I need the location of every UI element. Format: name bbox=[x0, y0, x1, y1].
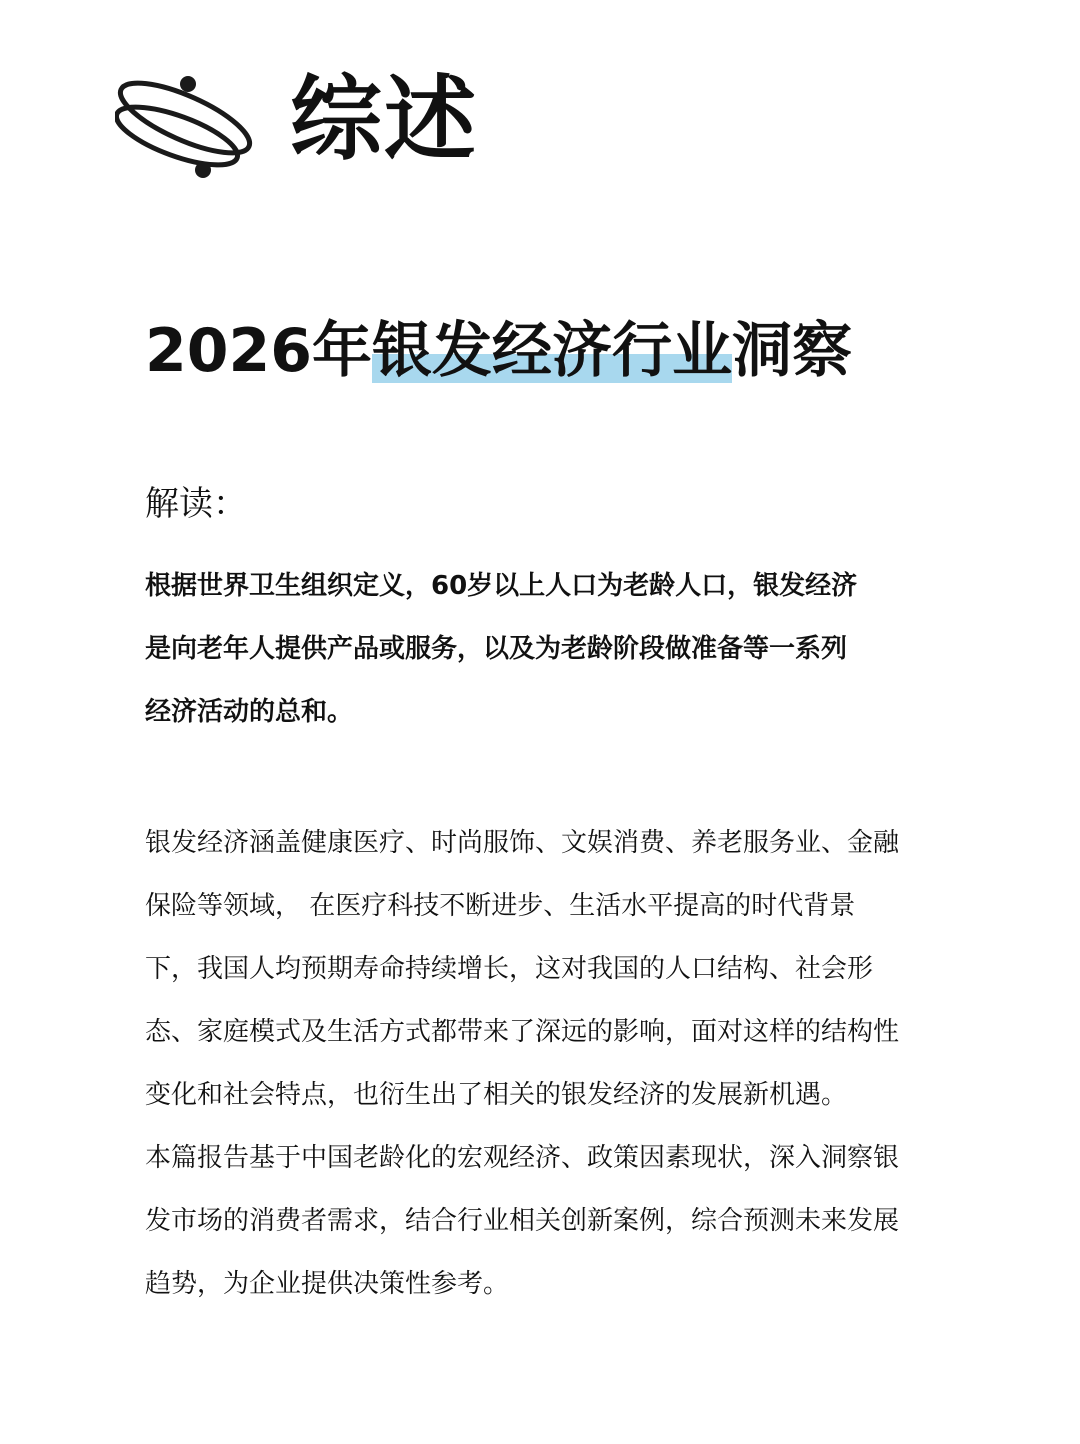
paragraph-line: 下，我国人均预期寿命持续增长，这对我国的人口结构、社会形 bbox=[145, 954, 874, 984]
page-title bbox=[145, 318, 852, 384]
report-paragraph bbox=[145, 1127, 960, 1316]
definition-paragraph bbox=[145, 555, 960, 744]
title-highlighted: 银发经济行业 bbox=[372, 316, 732, 386]
paragraph-line: 是向老年人提供产品或服务，以及为老龄阶段做准备等一系列 bbox=[145, 634, 848, 664]
paragraph-line: 发市场的消费者需求，结合行业相关创新案例，综合预测未来发展 bbox=[145, 1206, 900, 1236]
paragraph-line: 趋势，为企业提供决策性参考。 bbox=[145, 1269, 510, 1299]
paragraph-line: 本篇报告基于中国老龄化的宏观经济、政策因素现状，深入洞察银 bbox=[145, 1143, 900, 1173]
section-title: 综述 bbox=[290, 66, 479, 173]
title-suffix: 洞察 bbox=[732, 316, 852, 386]
subheading: 解读： bbox=[145, 484, 247, 524]
orbit-rings-icon bbox=[115, 68, 263, 180]
paragraph-line: 保险等领域， 在医疗科技不断进步、生活水平提高的时代背景 bbox=[145, 891, 856, 921]
paragraph-line: 经济活动的总和。 bbox=[145, 697, 354, 727]
paragraph-line: 根据世界卫生组织定义，60岁以上人口为老龄人口，银发经济 bbox=[145, 571, 858, 601]
paragraph-line: 银发经济涵盖健康医疗、时尚服饰、文娱消费、养老服务业、金融 bbox=[145, 828, 900, 858]
paragraph-line: 变化和社会特点，也衍生出了相关的银发经济的发展新机遇。 bbox=[145, 1080, 848, 1110]
header bbox=[115, 62, 715, 192]
title-prefix: 2026年 bbox=[145, 316, 372, 386]
paragraph-line: 态、家庭模式及生活方式都带来了深远的影响，面对这样的结构性 bbox=[145, 1017, 900, 1047]
scope-paragraph bbox=[145, 812, 960, 1127]
